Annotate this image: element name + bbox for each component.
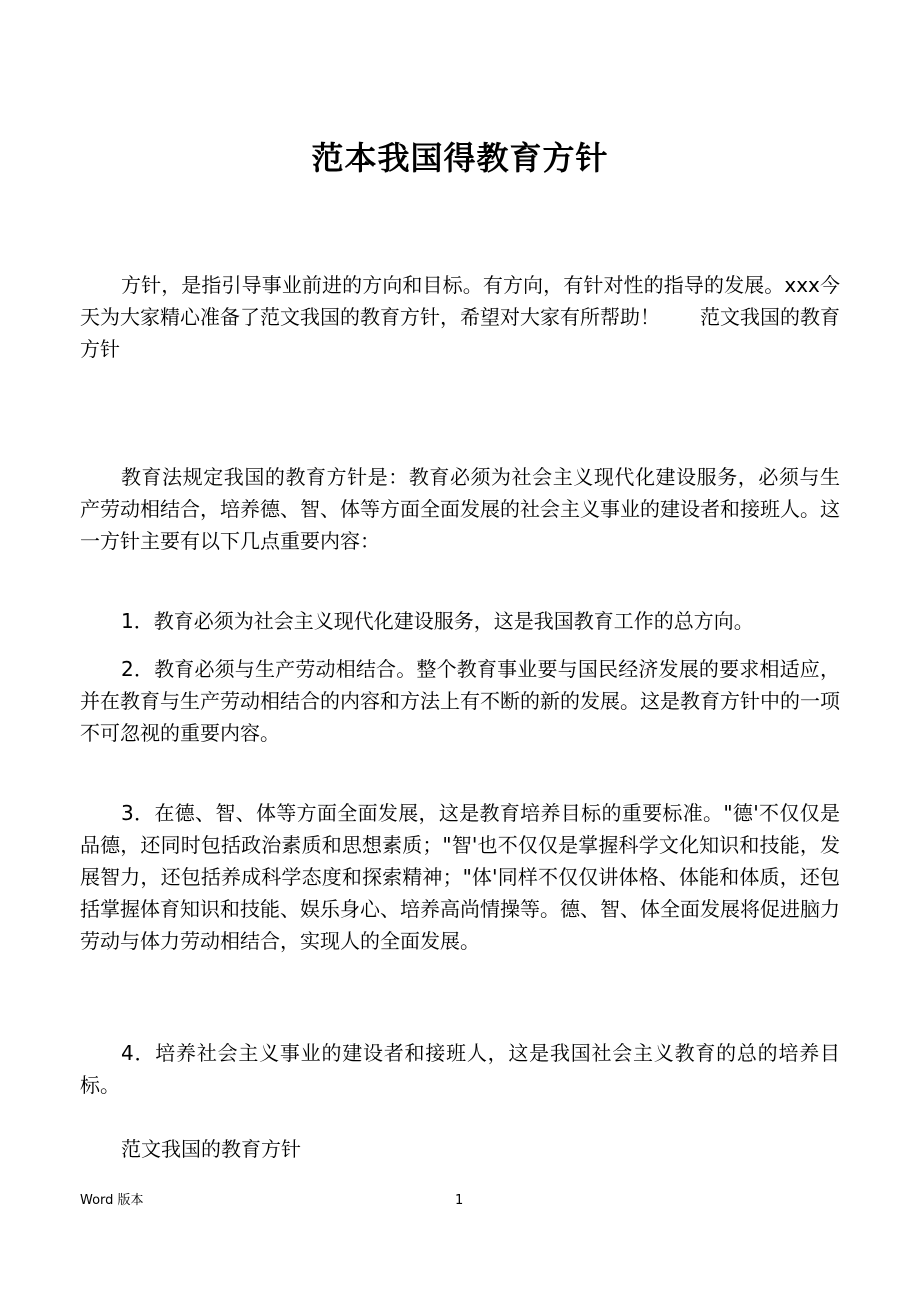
paragraph-closing: 范文我国的教育方针 [121, 1137, 301, 1161]
paragraph-point-1: 1．教育必须为社会主义现代化建设服务，这是我国教育工作的总方向。 [121, 609, 754, 633]
paragraph-policy: 教育法规定我国的教育方针是：教育必须为社会主义现代化建设服务，必须与生产劳动相结合，培养德、智、体等方面全面发展的社会主义事业的建设者和接班人。这一方针主要有以下几点重要内容： [80, 465, 840, 553]
page-number: 1 [455, 1193, 464, 1208]
intro-paragraph: 方针，是指引导事业前进的方向和目标。有方向，有针对性的指导的发展。xxx今天为大家精心准备了范文我国的教育方针，希望对大家有所帮助！ 范文我国的教育方针 [80, 273, 840, 361]
paragraph-point-3: 3．在德、智、体等方面全面发展，这是教育培养目标的重要标准。"德'不仅仅是品德，还同时包括政治素质和思想素质；"智'也不仅仅是掌握科学文化知识和技能，发展智力，还包括养成科学态度和探索精神；"体'同样不仅仅讲体格、体能和体质，还包括掌握体育知识和技能、娱乐身心、培养高尚情操等。德、智、体全面发展将促进脑力劳动与体力劳动相结合，实现人的全面发展。 [80, 801, 840, 953]
paragraph-point-4: 4．培养社会主义事业的建设者和接班人，这是我国社会主义教育的总的培养目标。 [80, 1041, 840, 1097]
paragraph-point-2: 2．教育必须与生产劳动相结合。整个教育事业要与国民经济发展的要求相适应，并在教育与生产劳动相结合的内容和方法上有不断的新的发展。这是教育方针中的一项不可忽视的重要内容。 [80, 657, 840, 745]
footer-label: Word 版本 [80, 1193, 144, 1208]
document-title: 范本我国得教育方针 [311, 139, 609, 177]
